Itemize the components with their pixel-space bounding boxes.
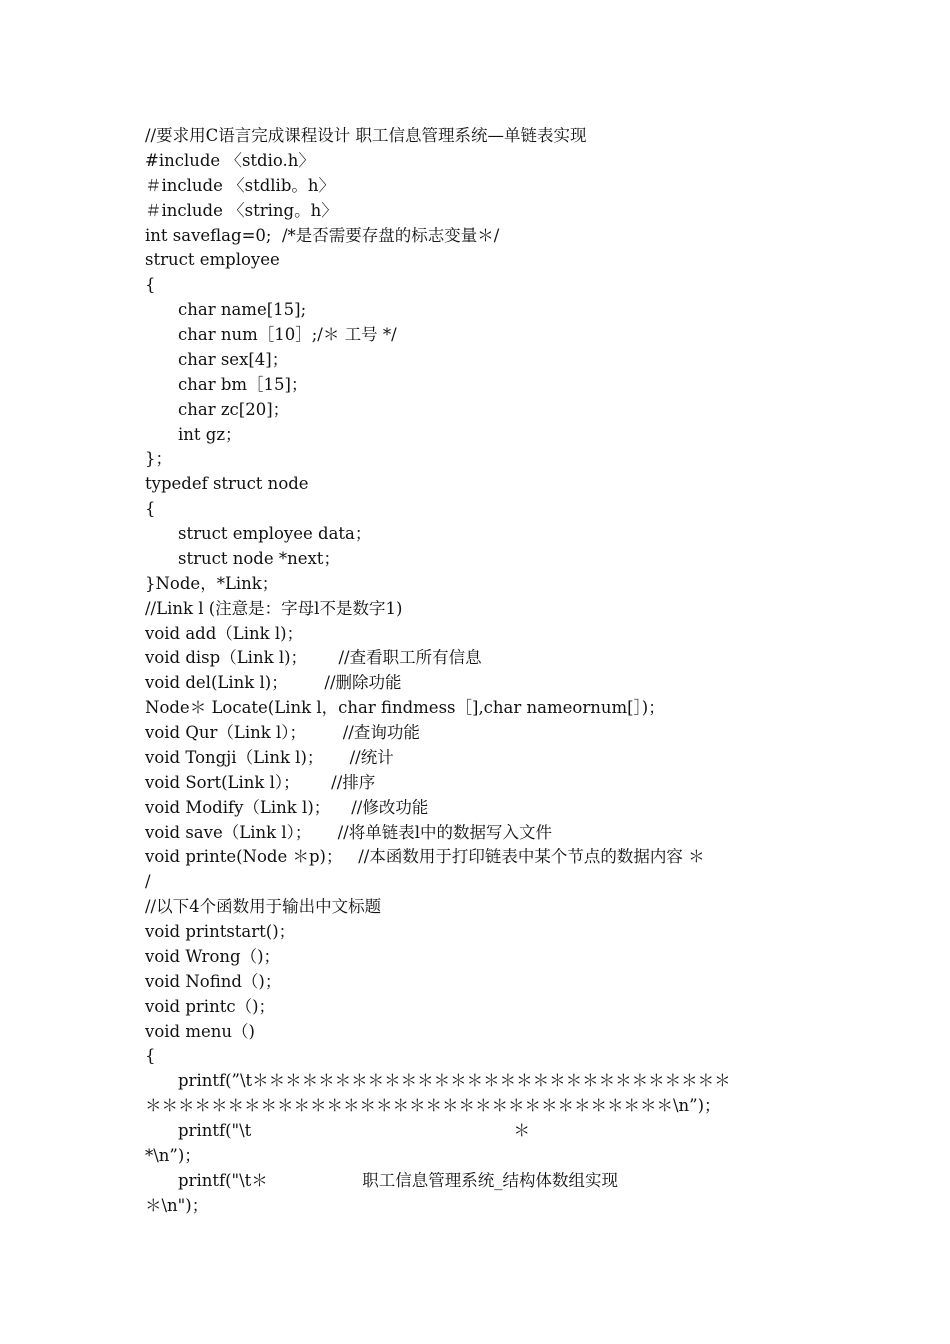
- code-line: }Node，*Link；: [145, 573, 279, 593]
- code-line: void Qur（Link l）； //查询功能: [145, 723, 420, 742]
- code-line: ＃include 〈string。h〉: [145, 200, 338, 220]
- code-line: {: [145, 499, 156, 519]
- code-line: char sex[4]；: [178, 349, 289, 369]
- code-line: ＃include 〈stdlib。h〉: [145, 175, 336, 195]
- code-line: void menu（): [145, 1021, 255, 1041]
- code-line: //要求用C语言完成课程设计 职工信息管理系统—单链表实现: [145, 126, 587, 145]
- code-line: /: [145, 872, 151, 892]
- code-line: *\n”)；: [145, 1145, 201, 1165]
- code-line: void Tongji（Link l)； //统计: [145, 747, 394, 767]
- code-line: void printc（)；: [145, 996, 276, 1016]
- code-line: void Wrong（)；: [145, 946, 281, 966]
- code-line: //Link l (注意是：字母l不是数字1): [145, 598, 403, 618]
- code-listing: [145, 124, 810, 1219]
- code-line: struct employee: [145, 250, 280, 270]
- code-line: struct employee data；: [178, 524, 372, 543]
- code-line: //以下4个函数用于输出中文标题: [145, 897, 382, 917]
- code-line: void printstart()；: [145, 922, 296, 941]
- code-line: #include 〈stdio.h〉: [145, 150, 315, 170]
- code-line: {: [145, 275, 156, 295]
- code-line: printf(”\t＊＊＊＊＊＊＊＊＊＊＊＊＊＊＊＊＊＊＊＊＊＊＊＊＊＊＊＊＊: [178, 1071, 731, 1091]
- code-line: void printe(Node ＊p)； //本函数用于打印链表中某个节点的数据内容 ＊: [145, 847, 705, 867]
- code-line: char num［10］;/＊ 工号 */: [178, 325, 397, 344]
- code-line: void disp（Link l)； //查看职工所有信息: [145, 648, 482, 668]
- code-line: void Sort(Link l）； //排序: [145, 772, 376, 792]
- code-line: char bm［15]；: [178, 374, 308, 394]
- code-line: struct node *next；: [178, 548, 340, 568]
- code-line: ＊＊＊＊＊＊＊＊＊＊＊＊＊＊＊＊＊＊＊＊＊＊＊＊＊＊＊＊＊＊＊＊\n”)；: [145, 1096, 721, 1116]
- code-line: }；: [145, 449, 172, 469]
- code-line: printf("\t＊ 职工信息管理系统_结构体数组实现: [178, 1170, 618, 1190]
- code-line: char zc[20]；: [178, 399, 290, 419]
- code-line: void save（Link l）； //将单链表l中的数据写入文件: [145, 822, 552, 842]
- code-line: {: [145, 1046, 156, 1066]
- code-line: Node＊ Locate(Link l，char findmess［],char nameornum[］)；: [145, 698, 665, 718]
- code-line: void Modify（Link l)； //修改功能: [145, 797, 429, 817]
- code-line: ＊\n")；: [145, 1195, 209, 1215]
- code-line: void add（Link l)；: [145, 623, 304, 643]
- code-line: void del(Link l)； //删除功能: [145, 673, 402, 693]
- code-line: typedef struct node: [145, 474, 309, 494]
- code-line: printf("\t ＊: [178, 1121, 531, 1140]
- code-line: int gz；: [178, 424, 242, 444]
- code-line: char name[15];: [178, 300, 307, 320]
- code-line: void Nofind（)；: [145, 971, 282, 991]
- code-line: int saveflag=0; /*是否需要存盘的标志变量＊/: [145, 225, 500, 245]
